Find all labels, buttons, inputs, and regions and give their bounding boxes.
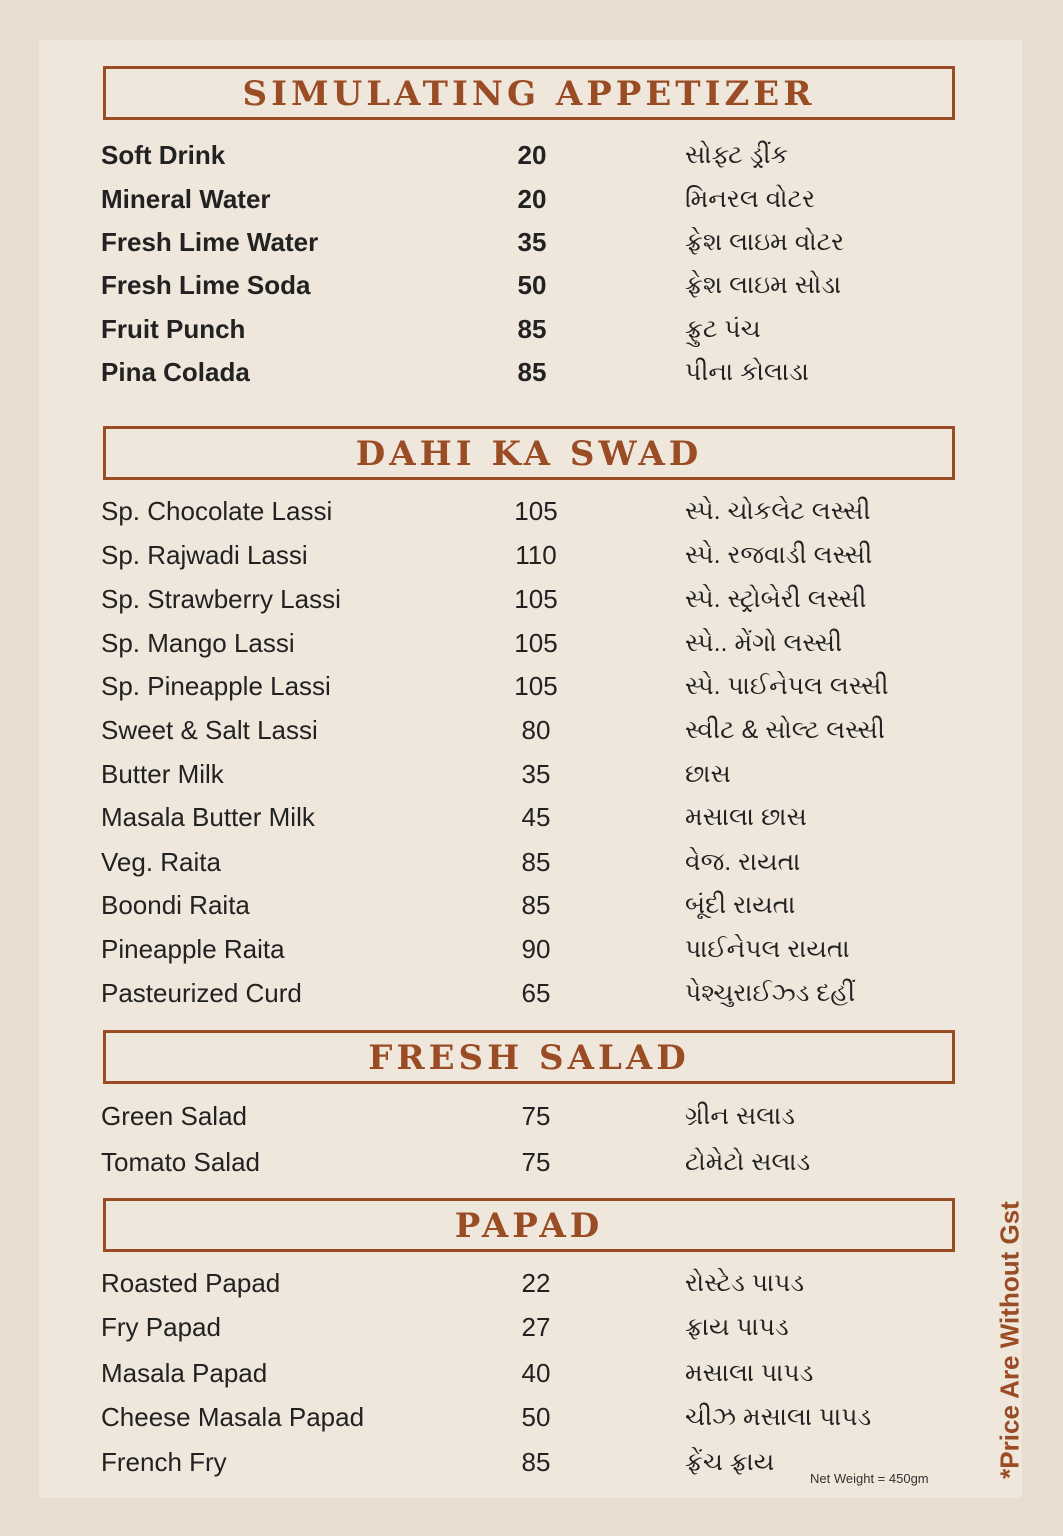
menu-item-fry-papad	[0, 1307, 1063, 1347]
item-name: Tomato Salad	[101, 1147, 260, 1177]
menu-item-fresh-lime-water	[0, 222, 1063, 262]
item-price: 45	[521, 802, 551, 832]
section-header-simulating-appetizer: SIMULATING APPETIZER	[103, 66, 955, 120]
item-name: Sweet & Salt Lassi	[101, 715, 318, 745]
item-price: 20	[517, 140, 547, 170]
item-name-gujarati: સ્પે. પાઈનેપલ લસ્સી	[685, 672, 889, 700]
item-name-gujarati: ફ્રાય પાપડ	[685, 1313, 789, 1341]
item-name-gujarati: ફ્રેશ લાઇમ વોટર	[685, 228, 845, 256]
item-name-gujarati: ચીઝ મસાલા પાપડ	[685, 1403, 872, 1431]
item-name-gujarati: મસાલા છાસ	[685, 803, 807, 831]
item-name: French Fry	[101, 1447, 227, 1477]
item-price: 27	[521, 1312, 551, 1342]
item-name-gujarati: ફ્રેંચ ફ્રાય	[685, 1448, 775, 1476]
item-price: 20	[517, 184, 547, 214]
net-weight-note: Net Weight = 450gm	[810, 1471, 929, 1486]
item-name: Pina Colada	[101, 357, 250, 387]
menu-item-pina-colada	[0, 352, 1063, 392]
item-price: 65	[521, 978, 551, 1008]
item-price: 85	[517, 314, 547, 344]
item-name: Fresh Lime Water	[101, 227, 319, 257]
item-name: Sp. Mango Lassi	[101, 628, 295, 658]
menu-item-fruit-punch	[0, 309, 1063, 349]
item-name-gujarati: મસાલા પાપડ	[685, 1359, 814, 1387]
menu-item-sp-pineapple-lassi	[0, 666, 1063, 706]
item-name-gujarati: સ્પે. રજવાડી લસ્સી	[685, 541, 873, 569]
menu-item-mineral-water	[0, 179, 1063, 219]
item-price: 50	[517, 270, 547, 300]
item-name: Sp. Pineapple Lassi	[101, 671, 331, 701]
item-price: 85	[521, 1447, 551, 1477]
item-price: 50	[521, 1402, 551, 1432]
section-header-fresh-salad: FRESH SALAD	[103, 1030, 955, 1084]
menu-item-boondi-raita	[0, 885, 1063, 925]
item-name: Pasteurized Curd	[101, 978, 302, 1008]
menu-item-cheese-masala-papad	[0, 1397, 1063, 1437]
item-name-gujarati: ફ્રેશ લાઇમ સોડા	[685, 271, 842, 299]
item-name-gujarati: છાસ	[685, 760, 731, 788]
item-name-gujarati: ટોમેટો સલાડ	[685, 1148, 811, 1176]
item-name: Fry Papad	[101, 1312, 221, 1342]
menu-item-butter-milk	[0, 754, 1063, 794]
item-price: 35	[517, 227, 547, 257]
section-header-dahi-ka-swad: DAHI KA SWAD	[103, 426, 955, 480]
item-name: Fruit Punch	[101, 314, 246, 344]
item-name-gujarati: પેશ્ચુરાઈઝ્ડ દહીં	[685, 979, 856, 1007]
item-price: 22	[521, 1268, 551, 1298]
item-price: 85	[521, 847, 551, 877]
item-price: 90	[521, 934, 551, 964]
item-name-gujarati: ગ્રીન સલાડ	[685, 1102, 795, 1130]
item-name: Sp. Strawberry Lassi	[101, 584, 341, 614]
menu-item-sp-mango-lassi	[0, 623, 1063, 663]
item-price: 35	[521, 759, 551, 789]
item-name: Cheese Masala Papad	[101, 1402, 365, 1432]
menu-item-veg-raita	[0, 842, 1063, 882]
item-price: 40	[521, 1358, 551, 1388]
menu-item-sp-rajwadi-lassi	[0, 535, 1063, 575]
menu-item-roasted-papad	[0, 1263, 1063, 1303]
menu-item-pasteurized-curd	[0, 973, 1063, 1013]
item-price: 85	[521, 890, 551, 920]
menu-item-sp-strawberry-lassi	[0, 579, 1063, 619]
item-price: 75	[521, 1147, 551, 1177]
item-name: Sp. Rajwadi Lassi	[101, 540, 308, 570]
item-price: 75	[521, 1101, 551, 1131]
item-price: 105	[514, 671, 558, 701]
menu-item-masala-papad	[0, 1353, 1063, 1393]
section-header-papad: PAPAD	[103, 1198, 955, 1252]
menu-item-green-salad	[0, 1096, 1063, 1136]
item-name: Fresh Lime Soda	[101, 270, 311, 300]
item-name-gujarati: સ્પે. સ્ટ્રોબેરી લસ્સી	[685, 585, 867, 613]
item-name: Green Salad	[101, 1101, 247, 1131]
item-price: 105	[514, 496, 558, 526]
item-name-gujarati: રોસ્ટેડ પાપડ	[685, 1269, 805, 1297]
item-name: Butter Milk	[101, 759, 224, 789]
item-name-gujarati: સ્પે.. મેંગો લસ્સી	[685, 629, 843, 657]
menu-item-masala-butter-milk	[0, 797, 1063, 837]
item-name: Pineapple Raita	[101, 934, 285, 964]
item-name: Roasted Papad	[101, 1268, 281, 1298]
item-name-gujarati: બૂંદી રાયતા	[685, 891, 796, 919]
item-name-gujarati: મિનરલ વોટર	[685, 185, 815, 213]
item-name: Masala Papad	[101, 1358, 268, 1388]
item-name-gujarati: પાઈનેપલ રાયતા	[685, 935, 850, 963]
item-name-gujarati: સ્પે. ચોકલેટ લસ્સી	[685, 497, 871, 525]
menu-item-tomato-salad	[0, 1142, 1063, 1182]
item-price: 105	[514, 628, 558, 658]
item-name-gujarati: ફ્રુટ પંચ	[685, 315, 761, 343]
gst-note: *Price Are Without Gst	[994, 1201, 1025, 1479]
item-price: 110	[515, 540, 557, 570]
item-price: 85	[517, 357, 547, 387]
menu-item-sp-chocolate-lassi	[0, 491, 1063, 531]
menu-item-sweet-salt-lassi	[0, 710, 1063, 750]
item-name: Sp. Chocolate Lassi	[101, 496, 333, 526]
item-price: 105	[514, 584, 558, 614]
item-name: Boondi Raita	[101, 890, 250, 920]
item-name: Mineral Water	[101, 184, 271, 214]
menu-item-soft-drink	[0, 135, 1063, 175]
item-name: Veg. Raita	[101, 847, 221, 877]
item-name-gujarati: સોફ્ટ ડ્રીંક	[685, 141, 789, 169]
item-name-gujarati: સ્વીટ & સોલ્ટ લસ્સી	[685, 716, 885, 744]
item-name-gujarati: પીના કોલાડા	[685, 358, 809, 386]
menu-item-pineapple-raita	[0, 929, 1063, 969]
item-name: Soft Drink	[101, 140, 226, 170]
item-price: 80	[521, 715, 551, 745]
item-name-gujarati: વેજ. રાયતા	[685, 848, 801, 876]
menu-item-fresh-lime-soda	[0, 265, 1063, 305]
item-name: Masala Butter Milk	[101, 802, 315, 832]
